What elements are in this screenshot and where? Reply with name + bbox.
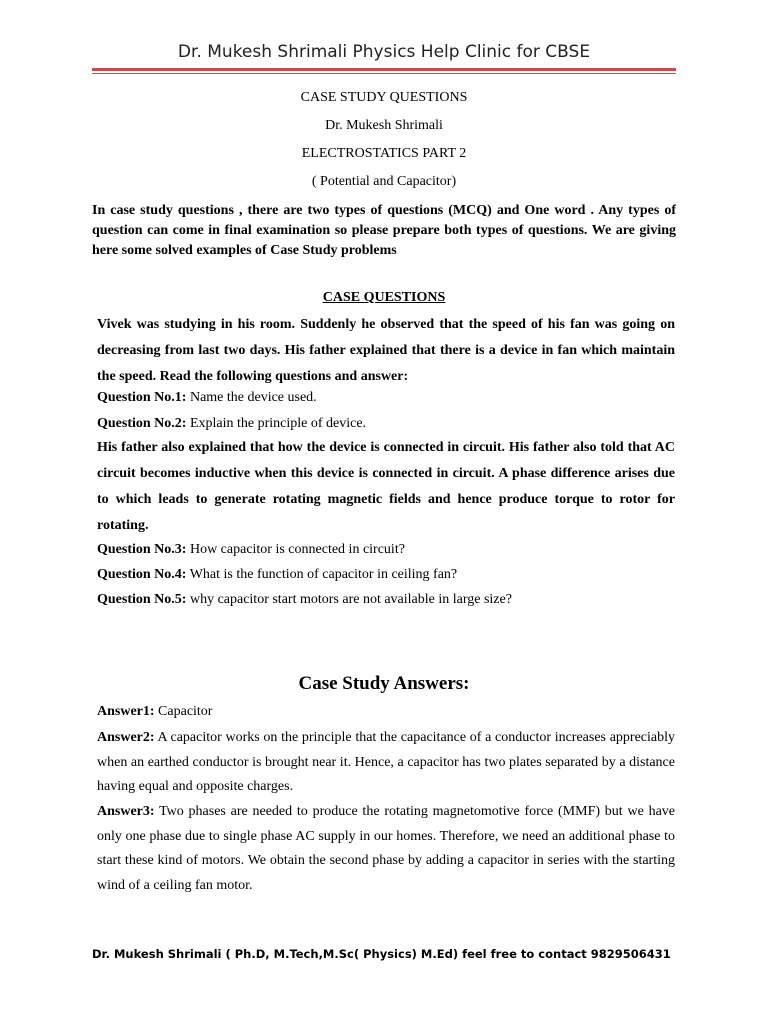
answer-3 (97, 800, 675, 898)
answer-text: Capacitor (154, 704, 213, 719)
case-paragraph-2: His father also explained that how the device is connected in circuit. His father also told that AC circuit becomes inductive when this device is connected in circuit. A phase difference arises due to which leads to generate rotating magnetic fields and hence produce torque to rotor for rotating. (97, 440, 675, 533)
answer-1 (97, 704, 212, 720)
answer-text: A capacitor works on the principle that the capacitance of a conductor increases appreciably when an earthed conductor is brought near it. Hence, a capacitor has two plates separated by a distance having equal and opposite charges. (97, 730, 675, 794)
question-text: How capacitor is connected in circuit? (186, 542, 405, 557)
question-text: What is the function of capacitor in ceiling fan? (186, 567, 458, 582)
header-rule-thin (92, 73, 676, 74)
question-3 (97, 542, 405, 558)
chapter-subtitle: ( Potential and Capacitor) (311, 174, 457, 189)
question-label: Question No.3: (97, 542, 187, 557)
page-header: Dr. Mukesh Shrimali Physics Help Clinic for CBSE (177, 42, 591, 62)
question-5 (97, 592, 512, 608)
answer-text: Two phases are needed to produce the rotating magnetomotive force (MMF) but we have only one phase due to single phase AC supply in our homes. Therefore, we need an additional phase to start these kind of motors. We obtain the second phase by adding a capacitor in series with the starting wind of a ceiling fan motor. (97, 804, 675, 893)
chapter-title: ELECTROSTATICS PART 2 (301, 146, 467, 161)
header-rule-thick (92, 68, 676, 71)
question-label: Question No.4: (97, 567, 187, 582)
answer-label: Answer1: (97, 704, 155, 719)
intro-paragraph: In case study questions , there are two types of questions (MCQ) and One word . Any types of question can come in final examination so please prepare both types of questions. We are giving here some solved examples of Case Study problems (92, 203, 676, 258)
question-label: Question No.5: (97, 592, 187, 607)
question-4 (97, 567, 457, 583)
question-1 (97, 390, 317, 406)
question-text: Explain the principle of device. (186, 416, 367, 431)
answer-label: Answer2: (97, 730, 155, 745)
question-text: Name the device used. (186, 390, 317, 405)
case-questions-heading: CASE QUESTIONS (322, 290, 446, 305)
question-label: Question No.1: (97, 390, 187, 405)
answer-label: Answer3: (97, 804, 155, 819)
case-paragraph-1: Vivek was studying in his room. Suddenly he observed that the speed of his fan was going on decreasing from last two days. His father explained that there is a device in fan which maintain the speed. Read the following questions and answer: (97, 317, 675, 384)
author-name: Dr. Mukesh Shrimali (325, 118, 443, 133)
answer-2 (97, 726, 675, 800)
question-label: Question No.2: (97, 416, 187, 431)
question-text: why capacitor start motors are not available in large size? (186, 592, 512, 607)
answers-heading: Case Study Answers: (298, 673, 470, 694)
page-footer: Dr. Mukesh Shrimali ( Ph.D, M.Tech,M.Sc( Physics) M.Ed) feel free to contact 9829506431 (92, 947, 671, 961)
doc-title: CASE STUDY QUESTIONS (300, 90, 468, 105)
question-2 (97, 416, 366, 432)
